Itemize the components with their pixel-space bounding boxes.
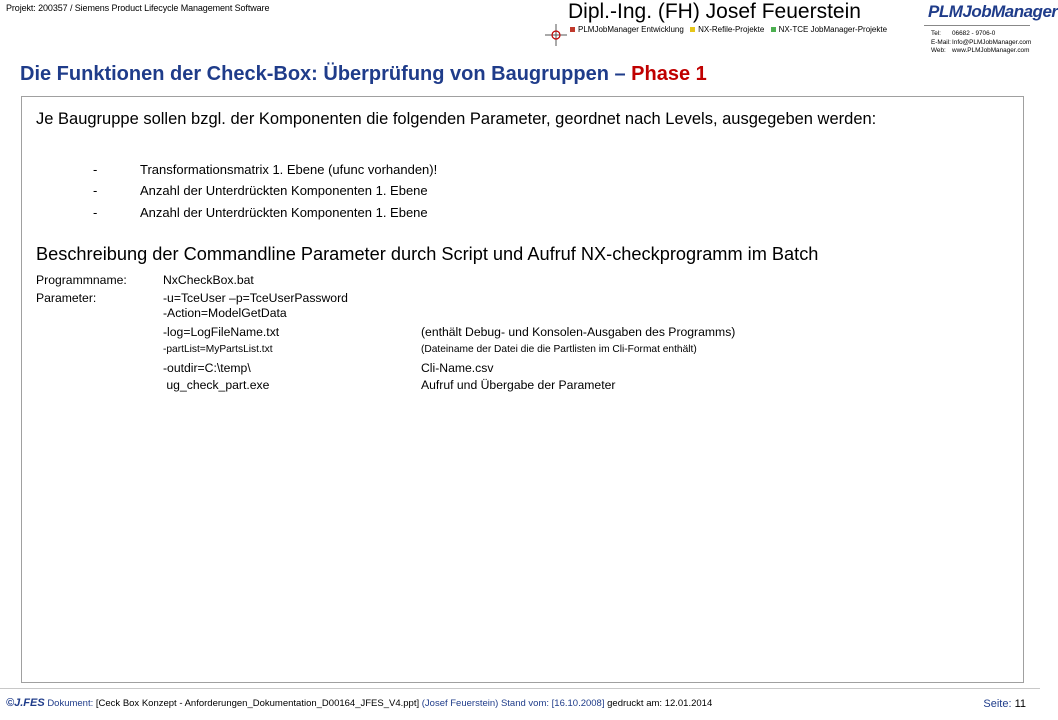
bullet-item: - Anzahl der Unterdrückten Komponenten 1. Ebene xyxy=(93,205,428,220)
phase-label: Phase 1 xyxy=(631,63,707,85)
doc-value: [Ceck Box Konzept - Anforderungen_Dokumentation_D00164_JFES_V4.ppt] xyxy=(95,698,420,709)
printed-value: 12.01.2014 xyxy=(664,698,713,709)
stand-value: [16.10.2008] xyxy=(551,698,605,709)
parameter-label: Parameter: xyxy=(36,291,97,305)
green-square-icon xyxy=(771,27,776,32)
header-tags xyxy=(566,25,887,34)
param-desc: (enthält Debug- und Konsolen-Ausgaben des Programms) xyxy=(421,325,736,339)
logo-divider xyxy=(924,25,1030,26)
tag-label: PLMJobManager Entwicklung xyxy=(578,25,684,34)
project-label: Projekt: 200357 / Siemens Product Lifecycle Management Software xyxy=(6,3,270,13)
section-heading: Beschreibung der Commandline Parameter durch Script und Aufruf NX-checkprogramm im Batch xyxy=(36,244,819,264)
stand-label: Stand vom: xyxy=(500,698,550,709)
company-name: Dipl.-Ing. (FH) Josef Feuerstein xyxy=(568,0,861,23)
bullet-item: - Transformationsmatrix 1. Ebene (ufunc vorhanden)! xyxy=(93,162,438,177)
yellow-square-icon xyxy=(690,27,695,32)
param-desc: (Dateiname der Datei die die Partlisten im Cli-Format enthält) xyxy=(421,344,697,355)
author: (Josef Feuerstein) xyxy=(421,698,499,709)
tag-label: NX-TCE JobManager-Projekte xyxy=(778,25,888,34)
contact-tel: Tel: 06682 - 9706-0 xyxy=(931,30,996,37)
footer-divider xyxy=(0,688,1040,689)
param-item: -log=LogFileName.txt xyxy=(163,325,280,339)
param-desc: Aufruf und Übergabe der Parameter xyxy=(421,378,616,392)
red-square-icon xyxy=(570,27,575,32)
bullet-item: - Anzahl der Unterdrückten Komponenten 1. Ebene xyxy=(93,183,428,198)
program-row: Programmname: NxCheckBox.bat xyxy=(36,273,254,287)
param-item: ug_check_part.exe xyxy=(163,378,270,392)
param-item: -u=TceUser –p=TceUserPassword xyxy=(163,291,348,305)
intro-text: Je Baugruppe sollen bzgl. der Komponenten die folgenden Parameter, geordnet nach Levels, ausgegeben werden: xyxy=(36,110,877,128)
plmjobmanager-logo: PLMJobManager xyxy=(928,2,1058,21)
copyright-label: ©J.FES xyxy=(6,697,45,709)
param-desc: Cli-Name.csv xyxy=(421,361,494,375)
crosshair-icon xyxy=(545,24,567,46)
contact-web: Web: www.PLMJobManager.com xyxy=(931,47,1030,54)
param-item: -outdir=C:\temp\ xyxy=(163,361,251,375)
param-item: -Action=ModelGetData xyxy=(163,306,287,320)
printed-label: gedruckt am: xyxy=(607,698,663,709)
contact-block xyxy=(931,30,1031,56)
slide-title: Die Funktionen der Check-Box: Überprüfung von Baugruppen – Phase 1 xyxy=(20,63,707,85)
page-number: Seite: 11 xyxy=(983,698,1026,710)
param-item: -partList=MyPartsList.txt xyxy=(163,344,273,355)
doc-label: Dokument: xyxy=(47,698,94,709)
tag-label: NX-Refile-Projekte xyxy=(698,25,765,34)
contact-email: E-Mail:Info@PLMJobManager.com xyxy=(931,38,1032,46)
footer xyxy=(6,697,712,709)
